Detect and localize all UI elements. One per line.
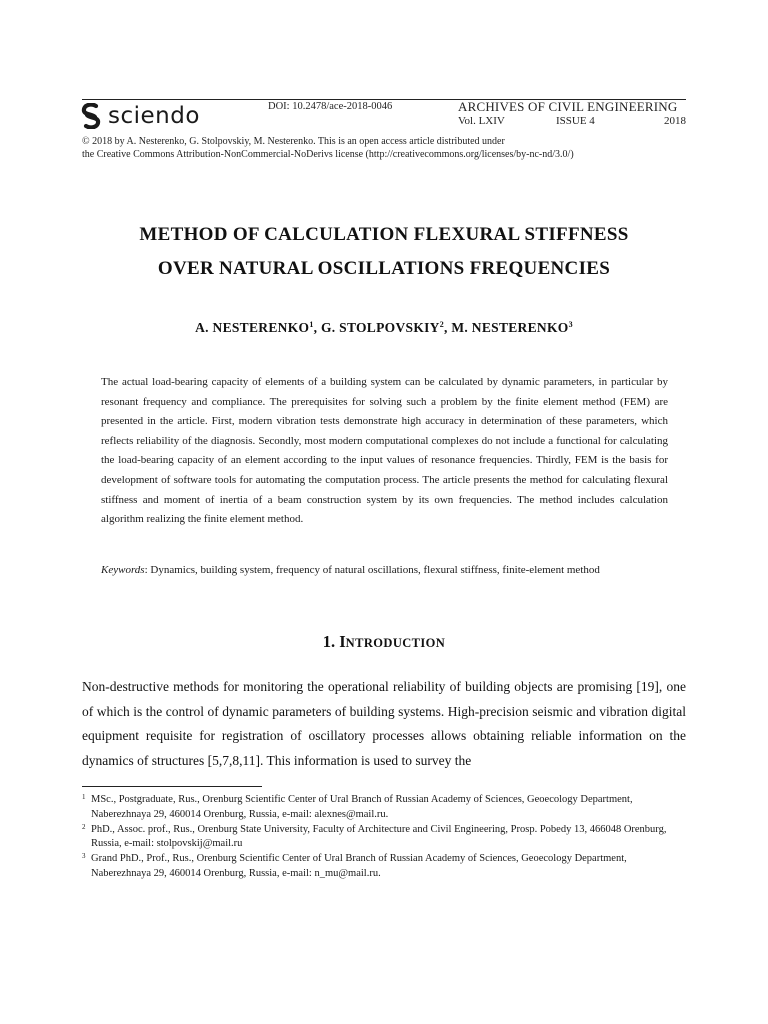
footnote-mark: 1 xyxy=(82,793,86,801)
footnotes xyxy=(82,793,686,882)
footnote xyxy=(82,823,686,852)
footnote xyxy=(82,852,686,881)
footnote xyxy=(82,793,686,822)
doi: DOI: 10.2478/ace-2018-0046 xyxy=(268,101,393,112)
section-title-rest: NTRODUCTION xyxy=(345,636,446,650)
footnote-text: MSc., Postgraduate, Rus., Orenburg Scientific Center of Ural Branch of Russian Academy of Sciences, Geoecology Department, Naberezhnaya 29, 460014 Orenburg, Russia, e-mail: alexnes@mail.ru. xyxy=(91,794,633,820)
journal-name: ARCHIVES OF CIVIL ENGINEERING xyxy=(458,99,678,114)
paper-title-line-1: METHOD OF CALCULATION FLEXURAL STIFFNESS xyxy=(139,224,629,245)
keywords-text: Dynamics, building system, frequency of natural oscillations, flexural stiffness, finite-element method xyxy=(150,564,600,576)
footnote-mark: 3 xyxy=(82,852,86,861)
sciendo-logo-icon xyxy=(80,103,102,129)
author-name: G. STOLPOVSKIY xyxy=(320,320,440,335)
keywords-label: Keywords xyxy=(101,564,145,576)
copyright-line-1: © 2018 by A. Nesterenko, G. Stolpovskiy, M. Nesterenko. This is an open access article distributed under xyxy=(82,136,505,147)
author-name: M. NESTERENKO xyxy=(451,320,569,335)
author-mark: 3 xyxy=(568,320,573,329)
body-paragraph: Non-destructive methods for monitoring the operational reliability of building objects are promising [19], one of which is the control of dynamic parameters of building systems. High-precision seismic and vibration digital equipment requisite for registration of oscillatory processes allows obtaining reliable information on the dynamics of structures [5,7,8,11]. This information is used to survey the xyxy=(82,679,686,768)
section-initial: I xyxy=(339,632,346,651)
copyright-notice xyxy=(82,136,692,161)
section-number: 1. xyxy=(322,632,336,651)
paper-title-line-2: OVER NATURAL OSCILLATIONS FREQUENCIES xyxy=(157,258,611,279)
volume: Vol. LXIV xyxy=(458,115,505,127)
author-mark: 2 xyxy=(439,320,445,329)
author-mark: 1 xyxy=(309,320,314,329)
publisher-logo xyxy=(80,100,200,132)
author-name: A. NESTERENKO xyxy=(195,320,310,335)
copyright-line-2: the Creative Commons Attribution-NonCommercial-NoDerivs license (http://creativecommons.org/licenses/by-nc-nd/3.0/) xyxy=(82,148,574,160)
author-list: A. NESTERENKO$^1$, G. STOLPOVSKIY$^2$, M. NESTERENKO$^3$ xyxy=(195,320,573,335)
footnote-mark: 2 xyxy=(82,822,86,831)
footnote-text: PhD., Assoc. prof., Rus., Orenburg State University, Faculty of Architecture and Civil Engineering, Prosp. Pobedy 13, 466048 Orenburg, Russia, e-mail: stolpovskij@mail.ru xyxy=(91,823,667,850)
issue: ISSUE 4 xyxy=(556,115,595,127)
logo-wordmark: sciendo xyxy=(108,102,200,129)
keywords: Keywords: Dynamics, building system, frequency of natural oscillations, flexural stiffness, finite-element method xyxy=(101,564,668,577)
footnote-text: Grand PhD., Prof., Rus., Orenburg Scientific Center of Ural Branch of Russian Academy of Sciences, Geoecology Department, Naberezhnaya 29, 460014 Orenburg, Russia, e-mail: n_mu@mail.ru. xyxy=(91,853,627,879)
abstract: The actual load-bearing capacity of elements of a building system can be calculated by dynamic parameters, in particular by resonant frequency and compliance. The prerequisites for solving such a problem by the finite element method (FEM) are presented in the article. First, modern vibration tests demonstrate high accuracy in determination of these parameters, which reflects reliability of the diagnosis. Secondly, most modern computational complexes do not include a functional for calculating the load-bearing capacity of an element according to the input values of resonance frequencies. Thirdly, FEM is the basis for development of software tools for automating the computation process. The article presents the method for calculating flexural stiffness and moment of inertia of a beam construction system by its own frequencies. The method includes calculation algorithm realizing the finite element method. xyxy=(101,376,668,526)
footnote-rule xyxy=(82,786,262,787)
year: 2018 xyxy=(664,115,686,127)
section-heading xyxy=(0,632,768,652)
